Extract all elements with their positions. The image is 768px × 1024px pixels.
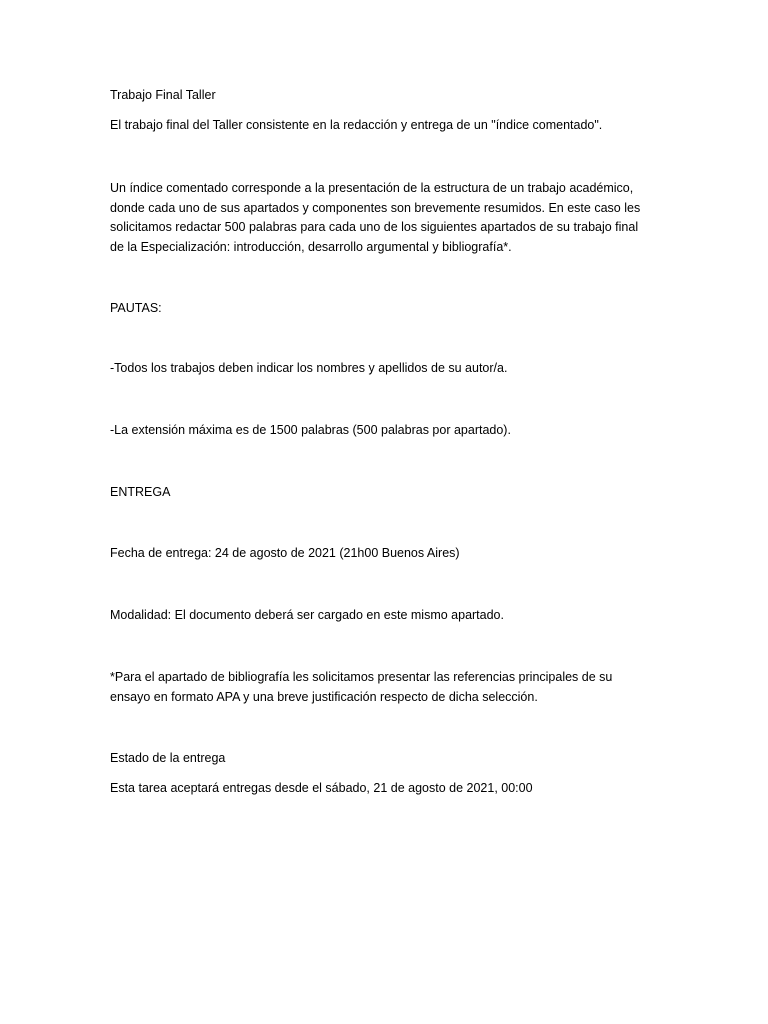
due-date: Fecha de entrega: 24 de agosto de 2021 (21h00 Buenos Aires) [110,546,460,560]
definition-line: Un índice comentado corresponde a la presentación de la estructura de un trabajo académico, [110,181,634,195]
pautas-heading: PAUTAS: [110,301,162,315]
note-line: *Para el apartado de bibliografía les solicitamos presentar las referencias principales de su [110,670,613,684]
submission-status-heading: Estado de la entrega [110,751,226,765]
definition-line: donde cada uno de sus apartados y componentes son brevemente resumidos. En este caso les [110,200,641,215]
entrega-heading: ENTREGA [110,485,171,499]
pauta-authors: -Todos los trabajos deben indicar los nombres y apellidos de su autor/a. [110,361,508,375]
pauta-length: -La extensión máxima es de 1500 palabras (500 palabras por apartado). [110,423,511,437]
definition-paragraph [110,179,658,257]
document-title: Trabajo Final Taller [110,88,216,102]
submission-status-text: Esta tarea aceptará entregas desde el sábado, 21 de agosto de 2021, 00:00 [110,781,533,795]
definition-line: de la Especialización: introducción, desarrollo argumental y bibliografía*. [110,239,512,254]
bibliography-note [110,668,658,707]
definition-line: solicitamos redactar 500 palabras para cada uno de los siguientes apartados de su trabajo final [110,220,639,234]
note-line: ensayo en formato APA y una breve justificación respecto de dicha selección. [110,689,538,704]
intro-paragraph: El trabajo final del Taller consistente en la redacción y entrega de un "índice comentado". [110,118,603,132]
submission-mode: Modalidad: El documento deberá ser cargado en este mismo apartado. [110,608,504,622]
